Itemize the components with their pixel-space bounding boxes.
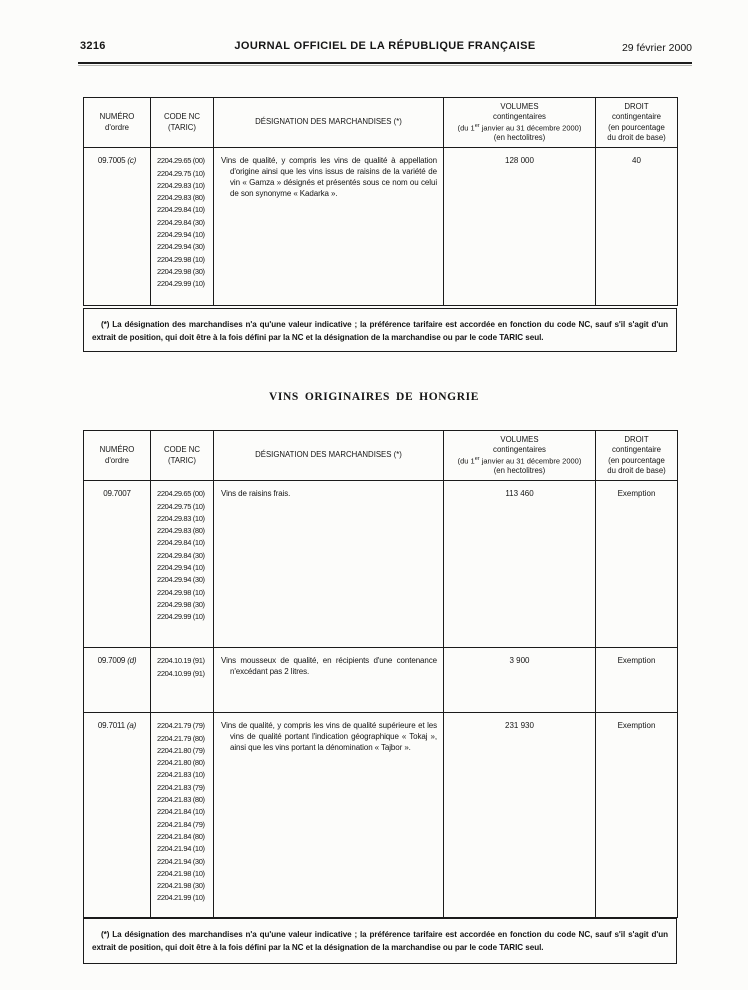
wine-quota-table-2: [83, 430, 678, 918]
nc-code-line: 2204.21.84 (79): [157, 819, 205, 829]
nc-code-line: 2204.21.84 (10): [157, 807, 205, 817]
table-row: [84, 648, 678, 713]
header-line: (en hectolitres): [493, 465, 546, 475]
designation-text: Vins de qualité, y compris les vins de qualité à appellation d'origine ainsi que les vins issus de raisins de la variété de vin « Gamza » désignés et présentés sous ce nom ou celui de son synonyme « Kadarka ».: [221, 156, 437, 199]
header-line: NUMÉRO: [99, 112, 135, 122]
designation-text: Vins de raisins frais.: [221, 489, 291, 499]
droit-cell: Exemption: [596, 713, 678, 918]
issue-date: 29 février 2000: [621, 42, 692, 54]
nc-code-line: 2204.21.98 (10): [157, 868, 205, 878]
designation-cell: [214, 148, 444, 306]
nc-code-line: 2204.29.83 (80): [157, 193, 205, 203]
col-header-volumes: [444, 431, 596, 481]
header-line: CODE NC: [164, 112, 200, 122]
header-line: [446, 456, 593, 466]
col-header-droit: [596, 431, 678, 481]
nc-code-line: 2204.21.80 (80): [157, 758, 205, 768]
nc-code-line: 2204.21.79 (79): [157, 721, 205, 731]
header-line: [446, 123, 593, 133]
designation-cell: [214, 648, 444, 713]
page-header: [78, 40, 692, 56]
header-line: (en hectolitres): [493, 132, 546, 142]
order-number: 09.7007: [103, 489, 131, 499]
droit-cell: 40: [596, 148, 678, 306]
nc-code-line: 2204.29.83 (10): [157, 180, 205, 190]
nc-code-line: 2204.21.84 (80): [157, 831, 205, 841]
nc-code-line: 2204.21.79 (80): [157, 733, 205, 743]
col-header-numero: [84, 98, 151, 148]
nc-code-line: 2204.10.19 (91): [157, 656, 205, 666]
order-number: 09.7005: [97, 156, 126, 166]
nc-code-line: 2204.29.98 (30): [157, 599, 205, 609]
header-line: (en pourcentage: [608, 455, 665, 465]
col-header-droit: [596, 98, 678, 148]
section-title: VINS ORIGINAIRES DE HONGRIE: [269, 391, 479, 403]
nc-code-line: 2204.29.84 (10): [157, 205, 205, 215]
nc-code-line: 2204.29.94 (10): [157, 563, 205, 573]
order-number-cell: [84, 648, 151, 713]
order-number-note: (c): [127, 156, 137, 166]
nc-code-line: 2204.29.84 (10): [157, 538, 205, 548]
nc-code-line: 2204.29.84 (30): [157, 550, 205, 560]
footnote-box-1: [83, 308, 677, 352]
table-row: [84, 481, 678, 648]
superscript-er: er: [474, 455, 480, 462]
nc-codes-list: [157, 488, 211, 623]
nc-codes-cell: [151, 648, 214, 713]
header-line: contingentaires: [493, 445, 546, 455]
col-header-volumes: [444, 98, 596, 148]
header-line: d'ordre: [104, 122, 130, 132]
header-line: du droit de base): [607, 465, 666, 475]
header-line-text: janvier au 31 décembre 2000): [479, 456, 582, 466]
order-number-cell: [84, 148, 151, 306]
designation-cell: [214, 481, 444, 648]
nc-code-line: 2204.21.83 (10): [157, 770, 205, 780]
nc-code-line: 2204.29.99 (10): [157, 612, 205, 622]
header-line: NUMÉRO: [99, 445, 135, 455]
col-header-designation: [214, 431, 444, 481]
nc-code-line: 2204.29.83 (80): [157, 526, 205, 536]
nc-code-line: 2204.21.99 (10): [157, 893, 205, 903]
nc-code-line: 2204.29.75 (10): [157, 168, 205, 178]
volume-cell: 128 000: [444, 148, 596, 306]
nc-code-line: 2204.21.94 (30): [157, 856, 205, 866]
droit-cell: Exemption: [596, 648, 678, 713]
order-number-cell: [84, 481, 151, 648]
nc-code-line: 2204.29.94 (30): [157, 242, 205, 252]
col-header-code-nc: [151, 98, 214, 148]
designation-cell: [214, 713, 444, 918]
nc-codes-cell: [151, 713, 214, 918]
header-line: contingentaire: [612, 445, 661, 455]
nc-codes-list: [157, 655, 211, 680]
volume-cell: 113 460: [444, 481, 596, 648]
nc-code-line: 2204.29.98 (10): [157, 254, 205, 264]
col-header-designation: [214, 98, 444, 148]
footnote-text: (*) La désignation des marchandises n'a qu'une valeur indicative ; la préférence tarifaire est accordée en fonction du code NC, sauf s'il s'agit d'un extrait de position, qui doit être à la fois défini par la NC et la désignation de la marchandise ou par le code TARIC seul.: [92, 930, 668, 952]
order-number-note: (a): [126, 721, 137, 731]
header-line: contingentaire: [612, 112, 661, 122]
header-line: CODE NC: [164, 445, 200, 455]
volume-cell: 3 900: [444, 648, 596, 713]
footnote-box-2: [83, 918, 677, 964]
nc-code-line: 2204.21.83 (80): [157, 795, 205, 805]
nc-codes-list: [157, 155, 211, 290]
nc-code-line: 2204.29.98 (10): [157, 587, 205, 597]
order-number: 09.7009: [97, 656, 126, 666]
table-header-row: [84, 98, 678, 148]
header-line: d'ordre: [104, 455, 130, 465]
header-line-text: (du 1: [457, 456, 475, 466]
nc-code-line: 2204.21.83 (79): [157, 782, 205, 792]
header-line: VOLUMES: [500, 435, 539, 444]
header-line: (TARIC): [167, 122, 196, 132]
nc-code-line: 2204.29.65 (00): [157, 156, 205, 166]
header-line: DÉSIGNATION DES MARCHANDISES (*): [255, 117, 402, 127]
nc-codes-list: [157, 720, 211, 904]
nc-code-line: 2204.21.80 (79): [157, 745, 205, 755]
header-line: (en pourcentage: [608, 122, 665, 132]
designation-text: Vins de qualité, y compris les vins de qualité supérieure et les vins de qualité portant l'indication géographique « Tokaj », ainsi que les vins portant la dénomination « Tajbor ».: [221, 721, 437, 753]
col-header-numero: [84, 431, 151, 481]
nc-code-line: 2204.29.98 (30): [157, 266, 205, 276]
header-line: DROIT: [624, 102, 649, 112]
designation-text: Vins mousseux de qualité, en récipients d'une contenance n'excédant pas 2 litres.: [221, 656, 437, 677]
order-number-cell: [84, 713, 151, 918]
nc-code-line: 2204.21.98 (30): [157, 881, 205, 891]
order-number-note: (d): [127, 656, 137, 666]
superscript-er: er: [474, 122, 480, 129]
table-row: [84, 713, 678, 918]
nc-code-line: 2204.10.99 (91): [157, 668, 205, 678]
nc-codes-cell: [151, 148, 214, 306]
header-line: DROIT: [624, 435, 649, 445]
order-number: 09.7011: [97, 721, 125, 731]
nc-code-line: 2204.29.83 (10): [157, 513, 205, 523]
nc-code-line: 2204.29.99 (10): [157, 279, 205, 289]
nc-code-line: 2204.21.94 (10): [157, 844, 205, 854]
table-row: [84, 148, 678, 306]
table-header-row: [84, 431, 678, 481]
nc-code-line: 2204.29.75 (10): [157, 501, 205, 511]
header-line-text: janvier au 31 décembre 2000): [479, 123, 582, 133]
droit-cell: Exemption: [596, 481, 678, 648]
header-line-text: (du 1: [457, 123, 475, 133]
header-rule: [78, 62, 692, 66]
volume-cell: 231 930: [444, 713, 596, 918]
header-line: DÉSIGNATION DES MARCHANDISES (*): [255, 450, 402, 460]
header-line: VOLUMES: [500, 102, 539, 111]
nc-code-line: 2204.29.84 (30): [157, 217, 205, 227]
nc-codes-cell: [151, 481, 214, 648]
header-line: du droit de base): [607, 132, 666, 142]
nc-code-line: 2204.29.94 (30): [157, 575, 205, 585]
nc-code-line: 2204.29.65 (00): [157, 489, 205, 499]
header-line: (TARIC): [167, 455, 196, 465]
footnote-text: (*) La désignation des marchandises n'a qu'une valeur indicative ; la préférence tarifaire est accordée en fonction du code NC, sauf s'il s'agit d'un extrait de position, qui doit être à la fois défini par la NC et la désignation de la marchandise ou par le code TARIC seul.: [92, 320, 668, 342]
col-header-code-nc: [151, 431, 214, 481]
journal-title: JOURNAL OFFICIEL DE LA RÉPUBLIQUE FRANÇAISE: [234, 40, 536, 52]
page-number: 3216: [80, 40, 106, 52]
wine-quota-table-1: [83, 97, 678, 306]
nc-code-line: 2204.29.94 (10): [157, 230, 205, 240]
header-line: contingentaires: [493, 112, 546, 122]
